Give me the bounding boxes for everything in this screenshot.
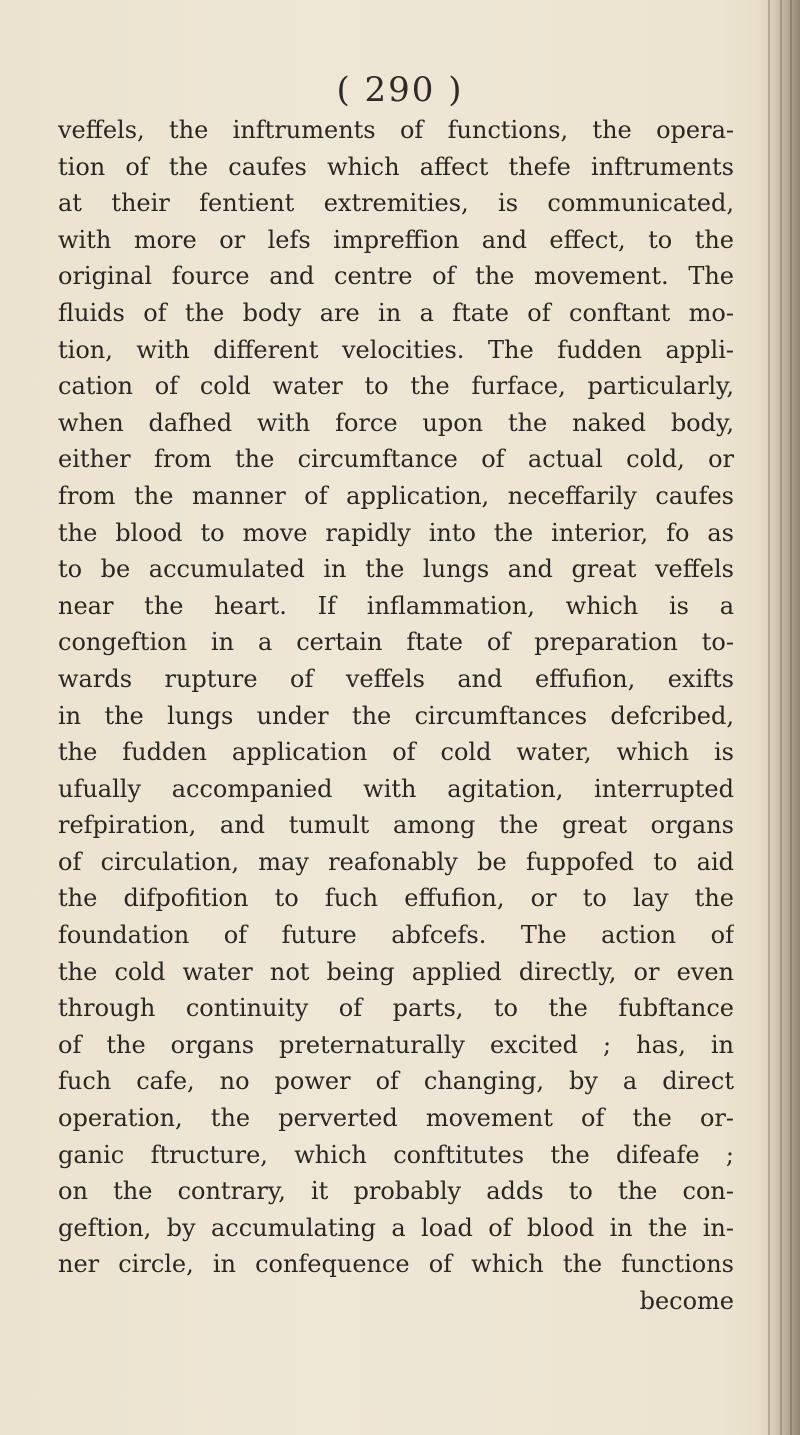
text-line: fuch cafe, no power of changing, by a direct xyxy=(58,1067,734,1096)
text-line: ganic ftructure, which conftitutes the difeafe ; xyxy=(58,1140,734,1169)
text-line: with more or lefs impreffion and effect, to the xyxy=(58,225,734,254)
text-line: the blood to move rapidly into the interior, fo as xyxy=(58,518,734,547)
page-edge-line xyxy=(790,0,792,1435)
text-line: through continuity of parts, to the fubftance xyxy=(58,994,734,1023)
text-line: of circulation, may reafonably be fuppofed to aid xyxy=(58,847,734,876)
page-edge-line xyxy=(780,0,782,1435)
text-line: either from the circumftance of actual cold, or xyxy=(58,445,734,474)
text-line: the cold water not being applied directly, or even xyxy=(58,957,734,986)
text-line: near the heart. If inflammation, which is a xyxy=(58,591,734,620)
text-line: at their fentient extremities, is communicated, xyxy=(58,189,734,218)
catchword: become xyxy=(639,1287,734,1315)
page-edge-line xyxy=(768,0,770,1435)
text-line: ufually accompanied with agitation, interrupted xyxy=(58,774,734,803)
text-line: foundation of future abfcefs. The action of xyxy=(58,921,734,950)
text-line: on the contrary, it probably adds to the con- xyxy=(58,1177,734,1206)
text-line: tion of the caufes which affect thefe inftruments xyxy=(58,152,734,181)
text-line: cation of cold water to the furface, particularly, xyxy=(58,372,734,401)
text-line: wards rupture of veffels and effufion, exifts xyxy=(58,664,734,693)
body-text xyxy=(58,112,734,1320)
text-line: tion, with different velocities. The fudden appli- xyxy=(58,335,734,364)
text-line: the fudden application of cold water, which is xyxy=(58,738,734,767)
page-binding-edge xyxy=(758,0,800,1435)
text-line: in the lungs under the circumftances defcribed, xyxy=(58,701,734,730)
text-line: from the manner of application, neceffarily caufes xyxy=(58,481,734,510)
text-line: refpiration, and tumult among the great organs xyxy=(58,811,734,840)
text-line: original fource and centre of the movement. The xyxy=(58,262,734,291)
text-line: ner circle, in confequence of which the functions xyxy=(58,1250,734,1279)
text-line: the difpofition to fuch effufion, or to lay the xyxy=(58,884,734,913)
text-line: congeftion in a certain ftate of preparation to- xyxy=(58,628,734,657)
text-line: when dafhed with force upon the naked body, xyxy=(58,408,734,437)
page-number: ( 290 ) xyxy=(336,70,464,110)
text-line: to be accumulated in the lungs and great veffels xyxy=(58,555,734,584)
text-line: geftion, by accumulating a load of blood in the in- xyxy=(58,1213,734,1242)
text-line: operation, the perverted movement of the or- xyxy=(58,1104,734,1133)
text-line: of the organs preternaturally excited ; has, in xyxy=(58,1030,734,1059)
text-line: fluids of the body are in a ftate of conftant mo- xyxy=(58,298,734,327)
text-line: veffels, the inftruments of functions, the opera- xyxy=(58,116,734,144)
